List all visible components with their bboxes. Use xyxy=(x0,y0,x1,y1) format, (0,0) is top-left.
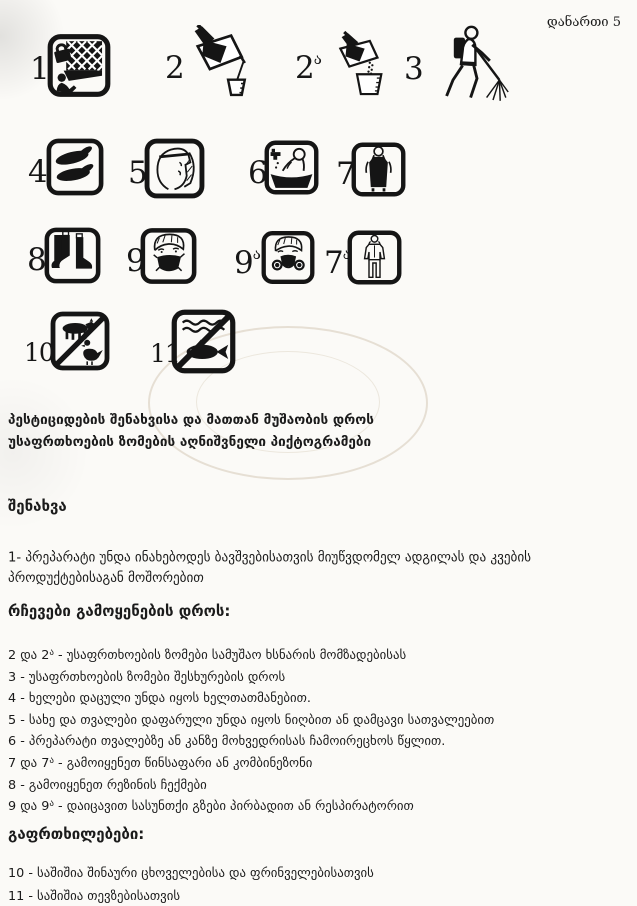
rubber-boots-icon xyxy=(44,220,101,291)
locked-storage-icon xyxy=(47,28,111,103)
warnings-list xyxy=(8,861,632,906)
wash-face-icon xyxy=(264,134,319,201)
respirator-icon xyxy=(261,224,315,291)
pictogram-label-8: 8 xyxy=(27,242,46,278)
pictogram-label-5: 5 xyxy=(128,155,147,191)
pictogram-label-6: 6 xyxy=(248,155,267,191)
knapsack-sprayer-icon xyxy=(428,24,510,104)
annex-label: დანართი 5 xyxy=(546,15,621,30)
danger-fish-icon xyxy=(171,308,236,375)
pictogram-label-9a: $9^ა$ xyxy=(234,245,260,281)
protective-gloves-icon xyxy=(46,133,104,201)
apron-icon xyxy=(351,136,406,203)
title-line-2: უსაფრთხოების ზომების აღნიშვნელი პიქტოგრამები xyxy=(8,434,372,450)
list-item: 10 - საშიშია შინაური ცხოველებისა და ფრინველებისათვის xyxy=(8,866,374,881)
pictogram-label-4: 4 xyxy=(28,154,47,190)
list-item: 8 - გამოიყენეთ რეზინის ჩექმები xyxy=(8,777,207,793)
list-item: 2 და $2^ა$ - უსაფრთხოების ზომები სამუშაო ხსნარის მომზადებისას xyxy=(8,648,407,663)
storage-heading: შენახვა xyxy=(8,497,67,515)
pictogram-label-2: 2 xyxy=(165,50,184,86)
usage-heading: რჩევები გამოყენების დროს: xyxy=(8,602,231,620)
usage-list xyxy=(8,644,632,817)
pictogram-label-9: 9 xyxy=(126,243,145,279)
storage-item-1: 1- პრეპარატი უნდა ინახებოდეს ბავშვებისათვის მიუწვდომელ ადგილას და კვების პროდუქტებისაგან მოშორებით xyxy=(8,550,532,587)
list-item: 4 - ხელები დაცული უნდა იყოს ხელთათმანებით. xyxy=(8,691,311,707)
pour-measuring-cup-icon xyxy=(325,27,389,101)
pictogram-label-10: 10 xyxy=(24,338,54,367)
list-item: 3 - უსაფრთხოების ზომები შესხურების დროს xyxy=(8,669,286,685)
list-item: 6 - პრეპარატი თვალებზე ან კანზე მოხვედრისას ჩამოირეცხოს წყლით. xyxy=(8,734,446,750)
face-mask-icon xyxy=(140,221,197,291)
pictogram-label-2a: $2^ა$ xyxy=(295,50,321,86)
pictogram-label-7a: $7^ა$ xyxy=(324,245,350,281)
pour-liquid-cup-icon xyxy=(184,25,260,101)
page-title xyxy=(8,409,628,453)
warnings-heading: გაფრთხილებები: xyxy=(8,825,145,843)
list-item: 7 და $7^ა$ - გამოიყენეთ წინსაფარი ან კომბინეზონი xyxy=(8,755,313,771)
pictogram-label-7: 7 xyxy=(336,156,355,192)
title-line-1: პესტიციდების შენახვისა და მათთან მუშაობის დროს xyxy=(8,412,374,428)
list-item: 9 და $9^ა$ - დაიცავით სასუნთქი გზები პირბადით ან რესპირატორით xyxy=(8,799,414,815)
list-item: 11 - საშიშია თევზებისათვის xyxy=(8,889,181,904)
face-shield-icon xyxy=(144,134,205,203)
danger-domestic-animals-icon xyxy=(50,308,110,374)
coverall-icon xyxy=(347,224,402,291)
list-item: 5 - სახე და თვალები დაფარული უნდა იყოს ნიღბით ან დამცავი სათვალეებით xyxy=(8,712,495,728)
pictogram-label-3: 3 xyxy=(404,51,423,87)
pictogram-label-1: 1 xyxy=(30,51,49,87)
pictogram-label-11: 11 xyxy=(150,339,180,368)
